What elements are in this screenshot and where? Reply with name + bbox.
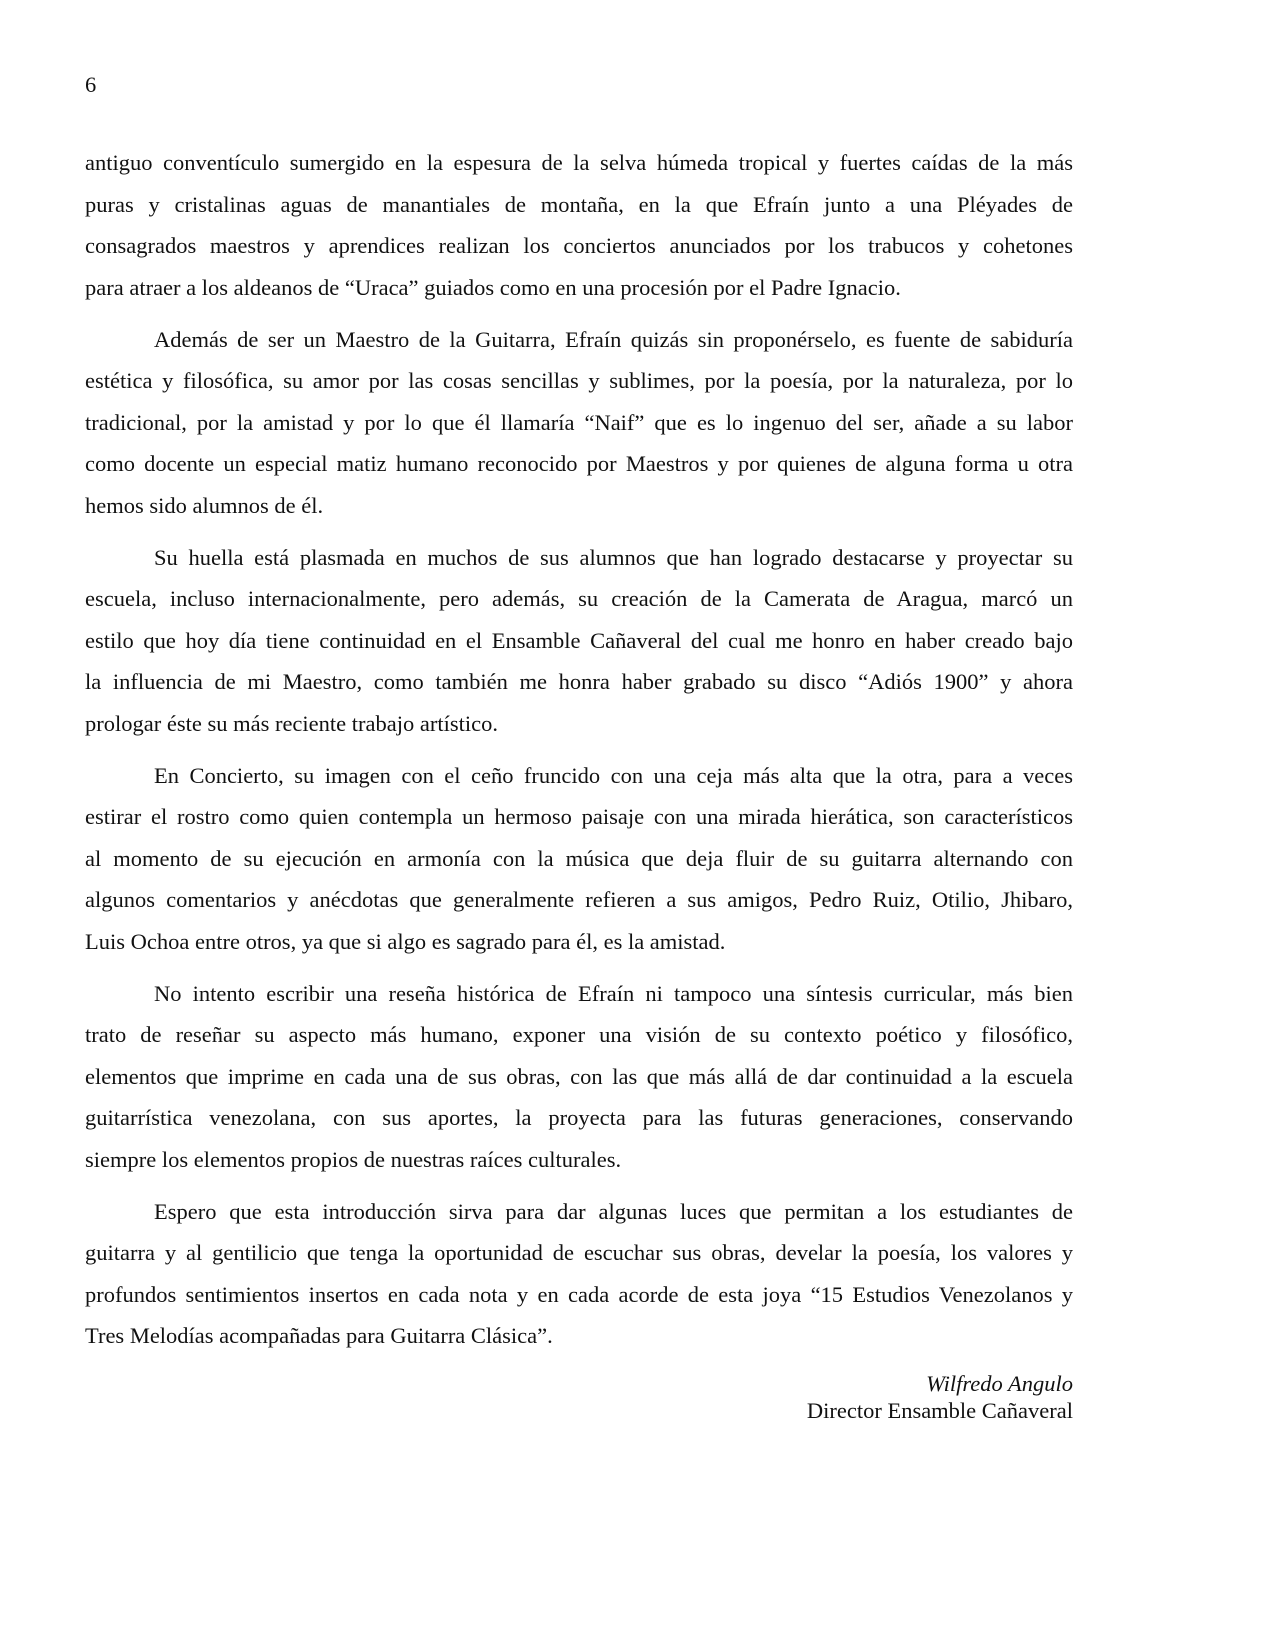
- text-line: antiguo conventículo sumergido en la espesura de la selva húmeda tropical y fuertes caídas de la más: [85, 150, 1073, 175]
- signature-block: [807, 1370, 1073, 1424]
- text-line: Su huella está plasmada en muchos de sus alumnos que han logrado destacarse y proyectar su: [154, 544, 1073, 570]
- text-line: profundos sentimientos insertos en cada nota y en cada acorde de esta joya “15 Estudios Venezolanos y: [85, 1281, 1073, 1307]
- text-line: como docente un especial matiz humano reconocido por Maestros y por quienes de alguna forma u otra: [85, 451, 1073, 476]
- text-line: siempre los elementos propios de nuestras raíces culturales.: [85, 1146, 622, 1172]
- text-line: consagrados maestros y aprendices realizan los conciertos anunciados por los trabucos y cohetones: [85, 233, 1073, 258]
- text-line: para atraer a los aldeanos de “Uraca” guiados como en una procesión por el Padre Ignacio.: [85, 274, 901, 300]
- text-line: En Concierto, su imagen con el ceño fruncido con una ceja más alta que la otra, para a veces: [154, 762, 1073, 788]
- text-line: No intento escribir una reseña histórica de Efraín ni tampoco una síntesis curricular, más bien: [154, 980, 1073, 1006]
- text-line: prologar éste su más reciente trabajo artístico.: [85, 710, 498, 736]
- text-line: puras y cristalinas aguas de manantiales de montaña, en la que Efraín junto a una Pléyades de: [85, 191, 1073, 217]
- text-line: hemos sido alumnos de él.: [85, 492, 324, 518]
- paragraph: [85, 1198, 1073, 1364]
- text-line: guitarrística venezolana, con sus aportes, la proyecta para las futuras generaciones, conservando: [85, 1105, 1073, 1130]
- text-line: elementos que imprime en cada una de sus obras, con las que más allá de dar continuidad a la escuela: [85, 1063, 1073, 1089]
- text-line: Luis Ochoa entre otros, ya que si algo es sagrado para él, es la amistad.: [85, 928, 726, 954]
- text-line: trato de reseñar su aspecto más humano, exponer una visión de su contexto poético y filosófico,: [85, 1022, 1073, 1047]
- paragraph: [85, 149, 1073, 315]
- text-line: guitarra y al gentilicio que tenga la oportunidad de escuchar sus obras, develar la poesía, los valores y: [85, 1240, 1073, 1265]
- paragraph: [85, 326, 1073, 534]
- signature-title: Director Ensamble Cañaveral: [806, 1398, 1073, 1423]
- text-line: estética y filosófica, su amor por las cosas sencillas y sublimes, por la poesía, por la naturaleza, por lo: [85, 368, 1073, 393]
- text-line: Tres Melodías acompañadas para Guitarra Clásica”.: [85, 1323, 553, 1348]
- signature-name: Wilfredo Angulo: [926, 1371, 1073, 1396]
- text-line: estirar el rostro como quien contempla un hermoso paisaje con una mirada hierática, son característicos: [85, 804, 1073, 829]
- body-text: [85, 149, 1073, 1374]
- text-line: Además de ser un Maestro de la Guitarra, Efraín quizás sin proponérselo, es fuente de sabiduría: [154, 326, 1073, 352]
- text-line: escuela, incluso internacionalmente, pero además, su creación de la Camerata de Aragua, marcó un: [85, 586, 1073, 611]
- page-number: 6: [85, 72, 97, 97]
- text-line: la influencia de mi Maestro, como también me honra haber grabado su disco “Adiós 1900” y ahora: [85, 669, 1073, 694]
- text-line: tradicional, por la amistad y por lo que él llamaría “Naif” que es lo ingenuo del ser, añade a su labor: [85, 409, 1073, 435]
- text-line: estilo que hoy día tiene continuidad en el Ensamble Cañaveral del cual me honro en haber creado bajo: [85, 627, 1073, 653]
- text-line: Espero que esta introducción sirva para dar algunas luces que permitan a los estudiantes de: [154, 1198, 1073, 1224]
- text-line: algunos comentarios y anécdotas que generalmente refieren a sus amigos, Pedro Ruiz, Otilio, Jhibaro,: [85, 887, 1073, 912]
- paragraph: [85, 762, 1073, 970]
- paragraph: [85, 544, 1073, 752]
- text-line: al momento de su ejecución en armonía con la música que deja fluir de su guitarra alternando con: [85, 845, 1073, 871]
- paragraph: [85, 980, 1073, 1188]
